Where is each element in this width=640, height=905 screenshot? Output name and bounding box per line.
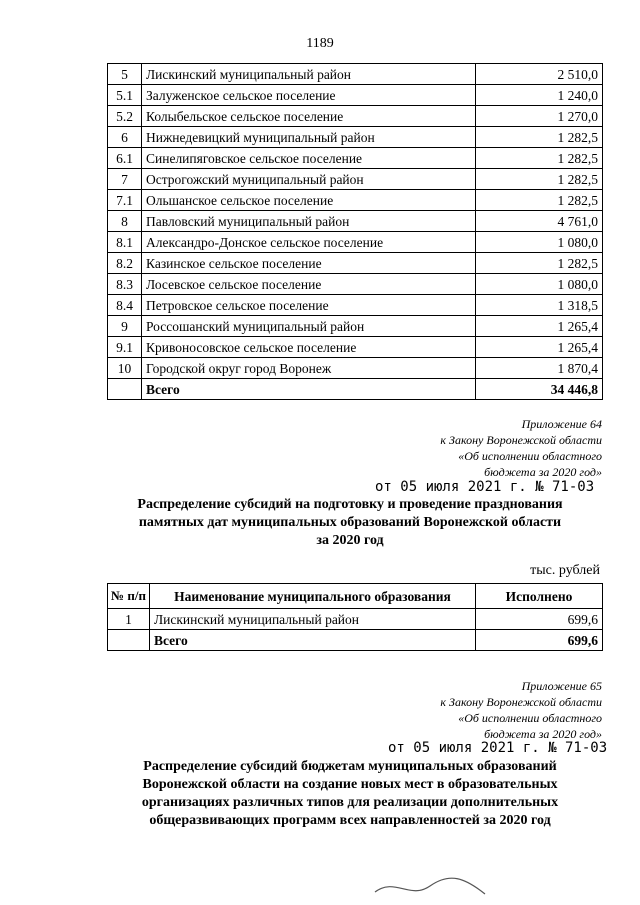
row-number: 8.1 <box>108 232 142 253</box>
heading-line: общеразвивающих программ всех направленностей за 2020 год <box>149 813 551 828</box>
municipality-name: Острогожский муниципальный район <box>142 169 476 190</box>
row-number: 5.2 <box>108 106 142 127</box>
table-row <box>108 211 603 232</box>
appendix-line: Приложение 65 <box>521 679 602 693</box>
amount-value: 1 282,5 <box>476 190 603 211</box>
municipality-name: Лискинский муниципальный район <box>150 609 476 630</box>
table-row <box>108 316 603 337</box>
header-number: № п/п <box>108 584 150 609</box>
municipality-name: Кривоносовское сельское поселение <box>142 337 476 358</box>
municipality-name: Синелипяговское сельское поселение <box>142 148 476 169</box>
table-row <box>108 106 603 127</box>
municipality-name: Павловский муниципальный район <box>142 211 476 232</box>
amount-value: 1 265,4 <box>476 337 603 358</box>
header-value: Исполнено <box>476 584 603 609</box>
total-value: 34 446,8 <box>476 379 603 400</box>
unit-label: тыс. рублей <box>530 563 600 578</box>
appendix-line: «Об исполнении областного <box>458 711 602 725</box>
amount-value: 2 510,0 <box>476 64 603 85</box>
subsidy-table-continued <box>107 63 603 400</box>
table-row <box>108 85 603 106</box>
table-row <box>108 127 603 148</box>
amount-value: 4 761,0 <box>476 211 603 232</box>
amount-value: 699,6 <box>476 609 603 630</box>
table-row <box>108 609 603 630</box>
amount-value: 1 265,4 <box>476 316 603 337</box>
heading-line: за 2020 год <box>316 533 384 548</box>
row-number: 9 <box>108 316 142 337</box>
empty-cell <box>108 630 150 651</box>
amount-value: 1 080,0 <box>476 232 603 253</box>
municipality-name: Лосевское сельское поселение <box>142 274 476 295</box>
table-row <box>108 337 603 358</box>
heading-line: памятных дат муниципальных образований Воронежской области <box>138 515 562 530</box>
appendix-line: бюджета за 2020 год» <box>484 727 602 741</box>
header-name: Наименование муниципального образования <box>150 584 476 609</box>
appendix-line: Приложение 64 <box>521 417 602 431</box>
amount-value: 1 240,0 <box>476 85 603 106</box>
table-row <box>108 274 603 295</box>
row-number: 9.1 <box>108 337 142 358</box>
signature-mark <box>370 872 490 902</box>
municipality-name: Нижнедевицкий муниципальный район <box>142 127 476 148</box>
row-number: 7 <box>108 169 142 190</box>
municipality-name: Колыбельское сельское поселение <box>142 106 476 127</box>
municipality-name: Городской округ город Воронеж <box>142 358 476 379</box>
appendix-line: к Закону Воронежской области <box>440 695 602 709</box>
law-date-stamp: от 05 июля 2021 г. № 71-03 <box>375 479 595 495</box>
appendix-line: бюджета за 2020 год» <box>484 465 602 479</box>
amount-value: 1 270,0 <box>476 106 603 127</box>
amount-value: 1 870,4 <box>476 358 603 379</box>
municipality-name: Россошанский муниципальный район <box>142 316 476 337</box>
municipality-name: Ольшанское сельское поселение <box>142 190 476 211</box>
heading-appendix-65 <box>100 758 600 830</box>
table-row <box>108 253 603 274</box>
heading-line: Распределение субсидий бюджетам муниципальных образований <box>143 759 557 774</box>
appendix-65-reference <box>440 678 602 742</box>
total-row <box>108 379 603 400</box>
municipality-name: Лискинский муниципальный район <box>142 64 476 85</box>
amount-value: 1 282,5 <box>476 148 603 169</box>
table-row <box>108 358 603 379</box>
subsidy-table-appendix-64 <box>107 583 603 651</box>
table-row <box>108 64 603 85</box>
amount-value: 1 080,0 <box>476 274 603 295</box>
heading-line: Распределение субсидий на подготовку и проведение празднования <box>137 497 563 512</box>
row-number: 6.1 <box>108 148 142 169</box>
total-label: Всего <box>142 379 476 400</box>
municipality-name: Александро-Донское сельское поселение <box>142 232 476 253</box>
heading-line: Воронежской области на создание новых мест в образовательных <box>142 777 558 792</box>
appendix-line: к Закону Воронежской области <box>440 433 602 447</box>
table-row <box>108 190 603 211</box>
total-value: 699,6 <box>476 630 603 651</box>
row-number: 5.1 <box>108 85 142 106</box>
row-number: 1 <box>108 609 150 630</box>
amount-value: 1 318,5 <box>476 295 603 316</box>
row-number: 8.3 <box>108 274 142 295</box>
table-row <box>108 169 603 190</box>
row-number: 7.1 <box>108 190 142 211</box>
municipality-name: Залуженское сельское поселение <box>142 85 476 106</box>
total-label: Всего <box>150 630 476 651</box>
law-date-stamp: от 05 июля 2021 г. № 71-03 <box>388 740 608 756</box>
appendix-64-reference <box>440 416 602 480</box>
total-row <box>108 630 603 651</box>
heading-line: организациях различных типов для реализации дополнительных <box>141 795 559 810</box>
empty-cell <box>108 379 142 400</box>
municipality-name: Петровское сельское поселение <box>142 295 476 316</box>
amount-value: 1 282,5 <box>476 169 603 190</box>
table-row <box>108 148 603 169</box>
page-number: 1189 <box>306 36 334 51</box>
row-number: 8.2 <box>108 253 142 274</box>
municipality-name: Казинское сельское поселение <box>142 253 476 274</box>
amount-value: 1 282,5 <box>476 253 603 274</box>
row-number: 8.4 <box>108 295 142 316</box>
table-row <box>108 232 603 253</box>
amount-value: 1 282,5 <box>476 127 603 148</box>
row-number: 10 <box>108 358 142 379</box>
row-number: 5 <box>108 64 142 85</box>
row-number: 6 <box>108 127 142 148</box>
heading-appendix-64 <box>100 496 600 550</box>
appendix-line: «Об исполнении областного <box>458 449 602 463</box>
table-row <box>108 295 603 316</box>
row-number: 8 <box>108 211 142 232</box>
